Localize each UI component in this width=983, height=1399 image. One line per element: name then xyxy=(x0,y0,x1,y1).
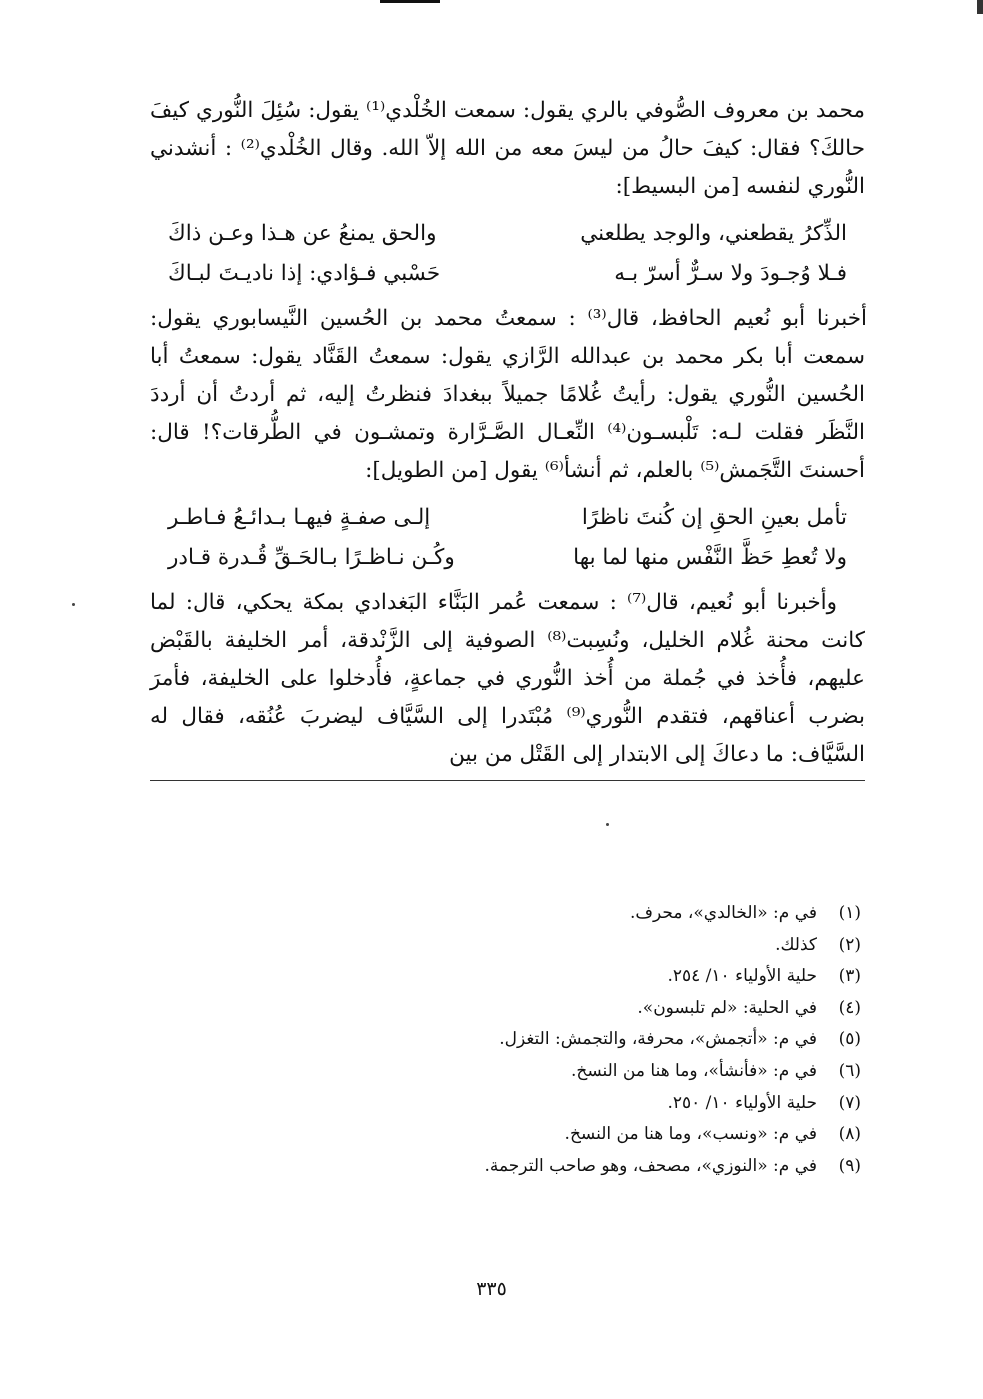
paragraph-3: وأخبرنا أبو نُعيم، قال⁽⁷⁾ : سمعت عُمر البَنَّاء البَغدادي بمكة يحكي، قال: لما كانت محنة غُلام الخليل، ونُسِبت⁽⁸⁾ الصوفية إلى الزَّنْدقة، أمر الخليفة بالقَبْض عليهم، فأُخذ في جُملة من أُخذ النُّوري في جماعةٍ، فأُدخلوا على الخليفة، فأمرَ بضرب أعناقهم، فتقدم النُّوري⁽⁹⁾ مُبْتَدرا إلى السَّيَّاف ليضربَ عُنُقه، فقال له السَّيَّاف: ما دعاكَ إلى الابتدار إلى القَتْل من بين xyxy=(150,584,865,781)
right-edge-mark xyxy=(977,0,983,14)
footnote-7 xyxy=(301,1088,861,1120)
footnote-number: (٧) xyxy=(838,1092,861,1113)
scan-speck xyxy=(606,823,609,826)
verse-2-second-hemistich: حَسْبي فـؤادي: إذا ناديـتَ لبـاكَ xyxy=(168,261,441,286)
verse-line-2 xyxy=(150,254,865,294)
verse-3-second-hemistich: إلـى صفـةٍ فيهـا بـدائـعُ فـاطـر xyxy=(168,505,431,530)
scan-speck xyxy=(72,603,75,606)
footnote-number: (٣) xyxy=(838,966,861,987)
footnote-5 xyxy=(301,1024,861,1056)
footnote-text: في الحلية: «لم تلبسون». xyxy=(637,997,817,1018)
verse-line-1 xyxy=(150,214,865,254)
footnotes xyxy=(301,898,861,1182)
footnote-text: كذلك. xyxy=(775,934,817,955)
footnote-number: (٩) xyxy=(838,1155,861,1176)
footnote-number: (٥) xyxy=(838,1029,861,1050)
verse-4-second-hemistich: وكُـن نـاظـرًا بـالحَـقِّ قُـدرة قـادر xyxy=(168,545,455,570)
top-edge-mark xyxy=(380,0,440,3)
footnote-4 xyxy=(301,993,861,1025)
verse-2-first-hemistich: فـلا وُجـودَ ولا سـرٌّ أسرّ بـه xyxy=(614,261,847,286)
main-text xyxy=(150,92,865,781)
footnote-text: في م: «أتجمش»، محرفة، والتجمش: التغزل. xyxy=(499,1029,817,1050)
footnote-text: حلية الأولياء ١٠/ ٢٥٠. xyxy=(667,1092,817,1113)
paragraph-2: أخبرنا أبو نُعيم الحافظ، قال⁽³⁾ : سمعتُ محمد بن الحُسين النَّيسابوري يقول: سمعت أبا بكر محمد بن عبدالله الرَّازي يقول: سمعتُ القَنَّاد يقول: سمعتُ أبا الحُسين النُّوري يقول: رأيتُ غُلامًا جميلاً ببغدادَ فنظرتُ إليه، ثم أردتُ أن أرددَ النَّظَر فقلت لـه: تَلْبسـون⁽⁴⁾ النِّعـال الصَّـرَّارة وتمشـون في الطُّرقات؟! قال: أحسنتَ التَّجَمش⁽⁵⁾ بالعلم، ثم أنشأ⁽⁶⁾ يقول [من الطويل]: xyxy=(150,306,867,483)
verse-line-4 xyxy=(150,538,865,578)
verse-3-first-hemistich: تأمل بعينِ الحقِ إن كُنتَ ناظرًا xyxy=(581,505,847,530)
page-number: ٣٣٥ xyxy=(476,1278,507,1300)
footnote-number: (٨) xyxy=(838,1124,861,1145)
footnote-text: في م: «النوزي»، مصحف، وهو صاحب الترجمة. xyxy=(484,1155,817,1176)
verse-line-3 xyxy=(150,498,865,538)
footnote-text: في م: «فأنشأ»، وما هنا من النسخ. xyxy=(570,1060,817,1081)
footnote-number: (١) xyxy=(838,903,861,923)
footnote-9 xyxy=(301,1151,861,1183)
footnote-number: (٢) xyxy=(838,934,861,955)
verse-1-second-hemistich: والحق يمنعُ عن هـذا وعـن ذاكَ xyxy=(168,221,437,246)
footnote-6 xyxy=(301,1056,861,1088)
footnote-2 xyxy=(301,930,861,962)
footnote-number: (٦) xyxy=(838,1060,861,1081)
footnote-8 xyxy=(301,1119,861,1151)
footnote-number: (٤) xyxy=(838,997,861,1018)
footnote-3 xyxy=(301,961,861,993)
paragraph-1: محمد بن معروف الصُّوفي بالري يقول: سمعت الخُلْدي⁽¹⁾ يقول: سُئِلَ النُّوري كيفَ حالكَ؟ فقال: كيفَ حالُ من ليسَ معه من الله إلاّ الله. وقال الخُلْدي⁽²⁾ : أنشدني النُّوري لنفسه [من البسيط]: xyxy=(150,98,865,199)
verse-4-first-hemistich: ولا تُعطِ حَظَّ النَّفْس منها لما بها xyxy=(573,545,847,570)
footnote-1 xyxy=(301,898,861,930)
footnote-text: حلية الأولياء ١٠/ ٢٥٤. xyxy=(667,966,817,987)
footnote-text: في م: «ونسب»، وما هنا من النسخ. xyxy=(564,1124,817,1145)
footnote-text: في م: «الخالدي»، محرف. xyxy=(630,903,817,923)
verse-1-first-hemistich: الذِّكرُ يقطعني، والوجد يطلعني xyxy=(580,221,847,246)
